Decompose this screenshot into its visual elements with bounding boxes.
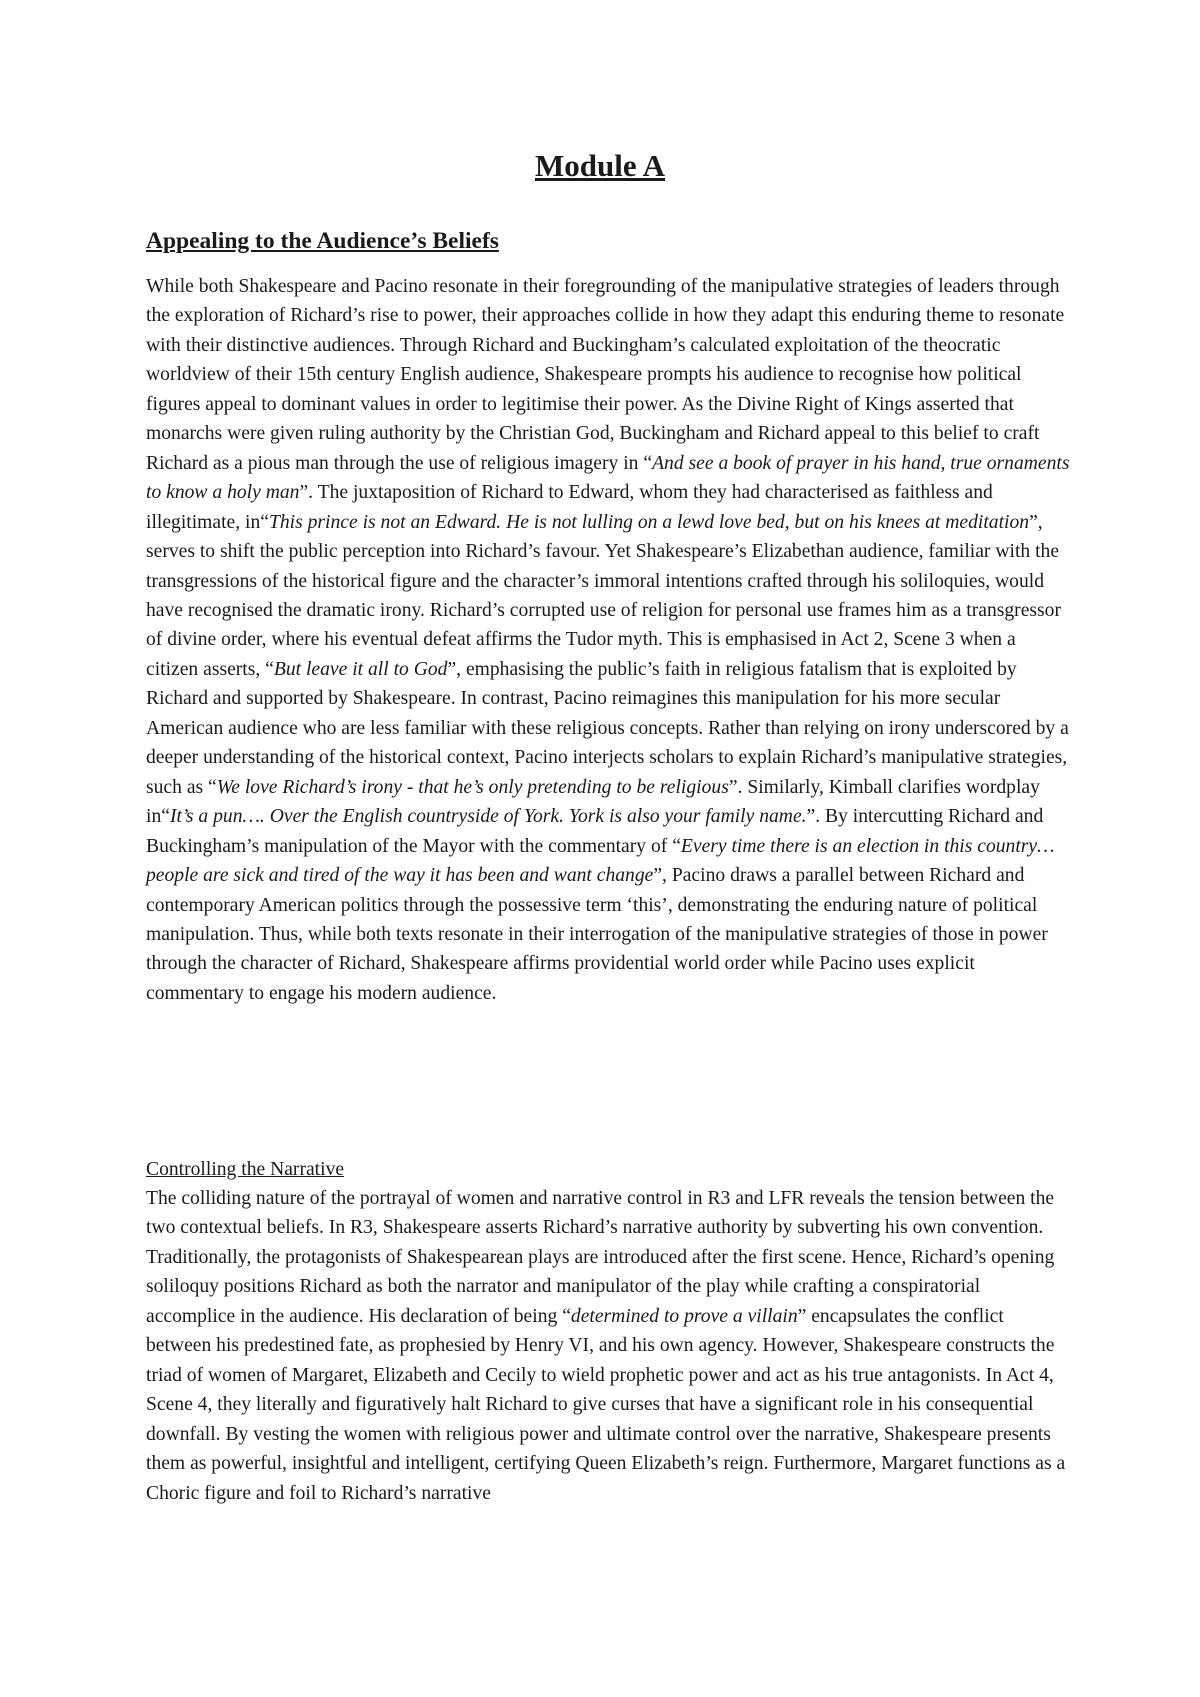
text-run: The colliding nature of the portrayal of women and narrative control in R3 and LFR reveals the tension between the two contextual beliefs. In R3, Shakespeare asserts Richard’s narrative authority by subverting his own convention. Traditionally, the protagonists of Shakespearean plays are introduced after the first scene. Hence, Richard’s opening soliloquy positions Richard as both the narrator and manipulator of the play while crafting a conspiratorial accomplice in the audience. His declaration of being “ [146, 1188, 1055, 1327]
section-heading-beliefs: Appealing to the Audience’s Beliefs [146, 228, 499, 254]
text-run: ”. Similarly, Kimball clarifies wordplay in“ [146, 776, 1040, 828]
quote-run: Every time there is an election in this country… people are sick and tired of the way it has been and want change [146, 835, 1055, 887]
text-run: ”. The juxtaposition of Richard to Edward, whom they had characterised as faithless and illegitimate, in“ [146, 482, 993, 533]
text-run: ”. By intercutting Richard and Buckingham’s manipulation of the Mayor with the commentary of “ [146, 806, 1044, 857]
quote-run: And see a book of prayer in his hand, true ornaments to know a holy man [146, 452, 1070, 504]
text-run: ”, emphasising the public’s faith in religious fatalism that is exploited by Richard and supported by Shakespeare. In contrast, Pacino reimagines this manipulation for his more secular American audience who are less familiar with these religious concepts. Rather than relying on irony underscored by a deeper understanding of the historical context, Pacino interjects scholars to explain Richard’s manipulative strategies, such as “ [146, 658, 1069, 798]
paragraph-narrative [146, 1184, 1071, 1508]
paragraph-beliefs [146, 272, 1071, 1008]
quote-run: This prince is not an Edward. He is not lulling on a lewd love bed, but on his knees at meditation [268, 511, 1030, 533]
section-heading-narrative: Controlling the Narrative [146, 1159, 345, 1180]
quote-run: But leave it all to God [273, 658, 448, 680]
quote-run: It’s a pun…. Over the English countryside of York. York is also your family name. [169, 806, 807, 828]
text-run: While both Shakespeare and Pacino resonate in their foregrounding of the manipulative strategies of leaders through the exploration of Richard’s rise to power, their approaches collide in how they adapt this enduring theme to resonate with their distinctive audiences. Through Richard and Buckingham’s calculated exploitation of the theocratic worldview of their 15th century English audience, Shakespeare prompts his audience to recognise how political figures appeal to dominant values in order to legitimise their power. As the Divine Right of Kings asserted that monarchs were given ruling authority by the Christian God, Buckingham and Richard appeal to this belief to craft Richard as a pious man through the use of religious imagery in “ [146, 276, 1065, 474]
quote-run: determined to prove a villain [570, 1305, 798, 1327]
text-run: ”, serves to shift the public perception into Richard’s favour. Yet Shakespeare’s Elizabethan audience, familiar with the transgressions of the historical figure and the character’s immoral intentions crafted through his soliloquies, would have recognised the dramatic irony. Richard’s corrupted use of religion for personal use frames him as a transgressor of divine order, where his eventual defeat affirms the Tudor myth. This is emphasised in Act 2, Scene 3 when a citizen asserts, “ [146, 511, 1061, 680]
text-run: ” encapsulates the conflict between his predestined fate, as prophesied by Henry VI, and his own agency. However, Shakespeare constructs the triad of women of Margaret, Elizabeth and Cecily to wield prophetic power and act as his true antagonists. In Act 4, Scene 4, they literally and figuratively halt Richard to give curses that have a significant role in his consequential downfall. By vesting the women with religious power and ultimate control over the narrative, Shakespeare presents them as powerful, insightful and intelligent, certifying Queen Elizabeth’s reign. Furthermore, Margaret functions as a Choric figure and foil to Richard’s narrative [146, 1305, 1066, 1504]
document-title: Module A [534, 148, 666, 183]
text-run: ”, Pacino draws a parallel between Richard and contemporary American politics through the possessive term ‘this’, demonstrating the enduring nature of political manipulation. Thus, while both texts resonate in their interrogation of the manipulative strategies of those in power through the character of Richard, Shakespeare affirms providential world order while Pacino uses explicit commentary to engage his modern audience. [146, 865, 1048, 1004]
quote-run: We love Richard’s irony - that he’s only pretending to be religious [216, 776, 729, 798]
